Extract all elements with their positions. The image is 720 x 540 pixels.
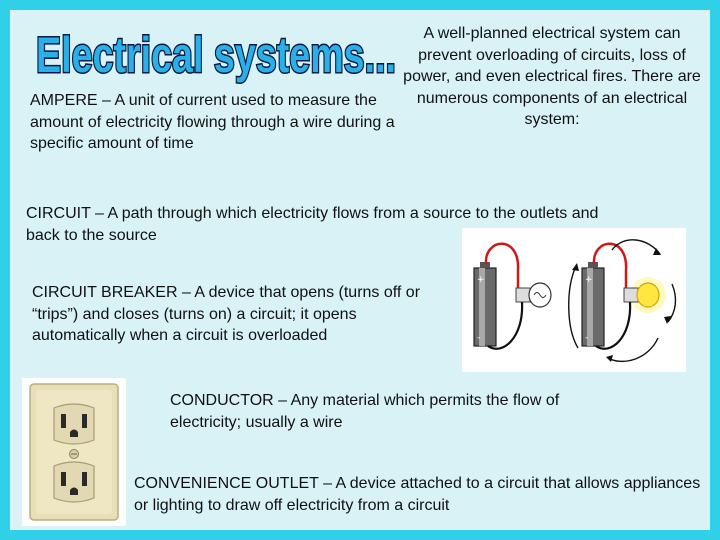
circuit-illustration [462, 228, 686, 372]
slide-title [32, 18, 402, 86]
circuit-definition: CIRCUIT – A path through which electricity flows from a source to the outlets and back to the source [26, 205, 599, 244]
conductor-definition: CONDUCTOR – Any material which permits the flow of electricity; usually a wire [170, 392, 560, 431]
slide [10, 10, 710, 530]
svg-text:-: - [477, 333, 481, 343]
circuit-breaker-definition: CIRCUIT BREAKER – A device that opens (turns off or “trips”) and closes (turns on) a circuit; it opens automatically when a circuit is overloaded [32, 284, 421, 344]
svg-text:+: + [585, 275, 593, 285]
convenience-outlet-definition: CONVENIENCE OUTLET – A device attached to a circuit that allows appliances or lighting to draw off electricity from a circuit [134, 475, 701, 514]
ampere-definition: AMPERE – A unit of current used to measure the amount of electricity flowing through a wire during a specific amount of time [30, 92, 395, 152]
wall-outlet-icon [22, 378, 126, 526]
svg-text:+: + [477, 275, 485, 285]
svg-text:-: - [585, 333, 589, 343]
intro-text: A well-planned electrical system can prevent overloading of circuits, loss of power, and even electrical fires. There are numerous components of an electrical system: [403, 25, 701, 128]
battery-bulb-circuit-icon [462, 228, 686, 372]
slide-title-text: Electrical systems... [36, 27, 396, 83]
outlet-illustration [22, 378, 126, 526]
